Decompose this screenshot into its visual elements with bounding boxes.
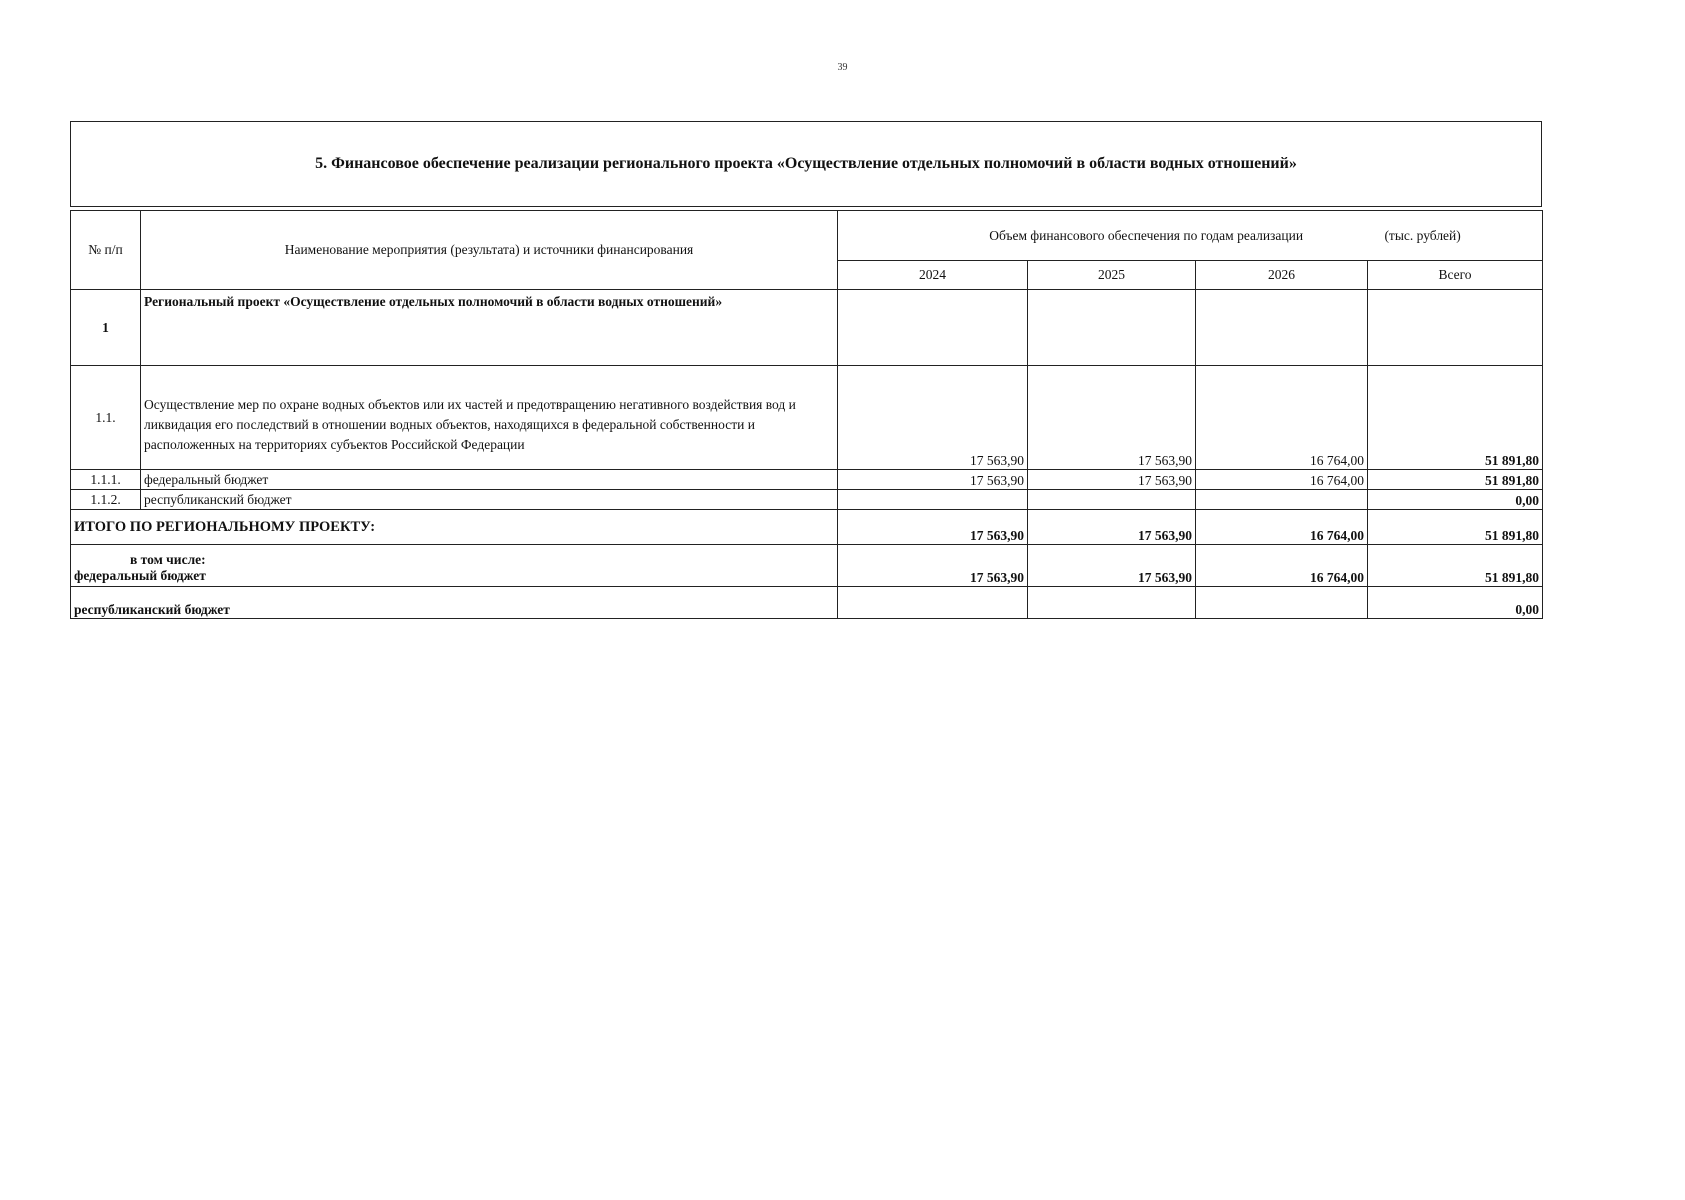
- table-row: [71, 290, 1543, 366]
- row-value-2024: [838, 490, 1028, 510]
- total-row: [71, 510, 1543, 545]
- row-value-2024: 17 563,90: [838, 366, 1028, 470]
- row-name: Осуществление мер по охране водных объектов или их частей и предотвращению негативного воздействия вод и ликвидация его последствий в отношении водных объектов, находящихся в федеральной собственности и расположенных на территориях субъектов Российской Федерации: [141, 366, 838, 470]
- federal-value-total: 51 891,80: [1368, 545, 1543, 587]
- row-num: 1: [71, 290, 141, 366]
- header-year-2024: 2024: [838, 261, 1028, 290]
- federal-total-row: [71, 545, 1543, 587]
- row-name: республиканский бюджет: [141, 490, 838, 510]
- total-label: ИТОГО ПО РЕГИОНАЛЬНОМУ ПРОЕКТУ:: [71, 510, 838, 545]
- row-value-total: [1368, 290, 1543, 366]
- republican-value-2026: [1196, 587, 1368, 619]
- table-row: [71, 366, 1543, 470]
- republican-total-label: республиканский бюджет: [71, 587, 838, 619]
- row-value-total: 0,00: [1368, 490, 1543, 510]
- row-num: 1.1.: [71, 366, 141, 470]
- federal-value-2025: 17 563,90: [1028, 545, 1196, 587]
- total-value-total: 51 891,80: [1368, 510, 1543, 545]
- financing-table: [70, 210, 1543, 619]
- section-title: 5. Финансовое обеспечение реализации регионального проекта «Осуществление отдельных полномочий в области водных отношений»: [315, 155, 1297, 172]
- row-num: 1.1.2.: [71, 490, 141, 510]
- including-label: в том числе:: [130, 552, 206, 567]
- page-number: 39: [837, 62, 848, 73]
- header-row-1: [71, 211, 1543, 261]
- row-num: 1.1.1.: [71, 470, 141, 490]
- total-value-2026: 16 764,00: [1196, 510, 1368, 545]
- header-name: Наименование мероприятия (результата) и источники финансирования: [141, 211, 838, 290]
- total-value-2025: 17 563,90: [1028, 510, 1196, 545]
- republican-value-2025: [1028, 587, 1196, 619]
- row-value-2025: [1028, 490, 1196, 510]
- row-value-2026: 16 764,00: [1196, 366, 1368, 470]
- republican-value-2024: [838, 587, 1028, 619]
- federal-value-2026: 16 764,00: [1196, 545, 1368, 587]
- row-value-2025: [1028, 290, 1196, 366]
- row-value-2026: 16 764,00: [1196, 470, 1368, 490]
- row-value-2025: 17 563,90: [1028, 366, 1196, 470]
- header-year-2026: 2026: [1196, 261, 1368, 290]
- header-num: № п/п: [71, 211, 141, 290]
- row-name: федеральный бюджет: [141, 470, 838, 490]
- header-volume: Объем финансового обеспечения по годам реализации: [989, 227, 1304, 243]
- row-value-2025: 17 563,90: [1028, 470, 1196, 490]
- table-row: [71, 490, 1543, 510]
- federal-value-2024: 17 563,90: [838, 545, 1028, 587]
- row-name: Региональный проект «Осуществление отдельных полномочий в области водных отношений»: [141, 290, 838, 366]
- row-value-total: 51 891,80: [1368, 366, 1543, 470]
- section-title-box: [70, 121, 1542, 207]
- table-row: [71, 470, 1543, 490]
- row-value-2026: [1196, 290, 1368, 366]
- row-value-total: 51 891,80: [1368, 470, 1543, 490]
- header-units: (тыс. рублей): [1384, 227, 1461, 243]
- header-year-2025: 2025: [1028, 261, 1196, 290]
- row-value-2024: 17 563,90: [838, 470, 1028, 490]
- republican-value-total: 0,00: [1368, 587, 1543, 619]
- header-volume-cell: [838, 211, 1543, 261]
- federal-total-cell: [71, 545, 838, 587]
- row-value-2026: [1196, 490, 1368, 510]
- header-total: Всего: [1368, 261, 1543, 290]
- total-value-2024: 17 563,90: [838, 510, 1028, 545]
- federal-total-label: федеральный бюджет: [74, 568, 206, 583]
- republican-total-row: [71, 587, 1543, 619]
- row-value-2024: [838, 290, 1028, 366]
